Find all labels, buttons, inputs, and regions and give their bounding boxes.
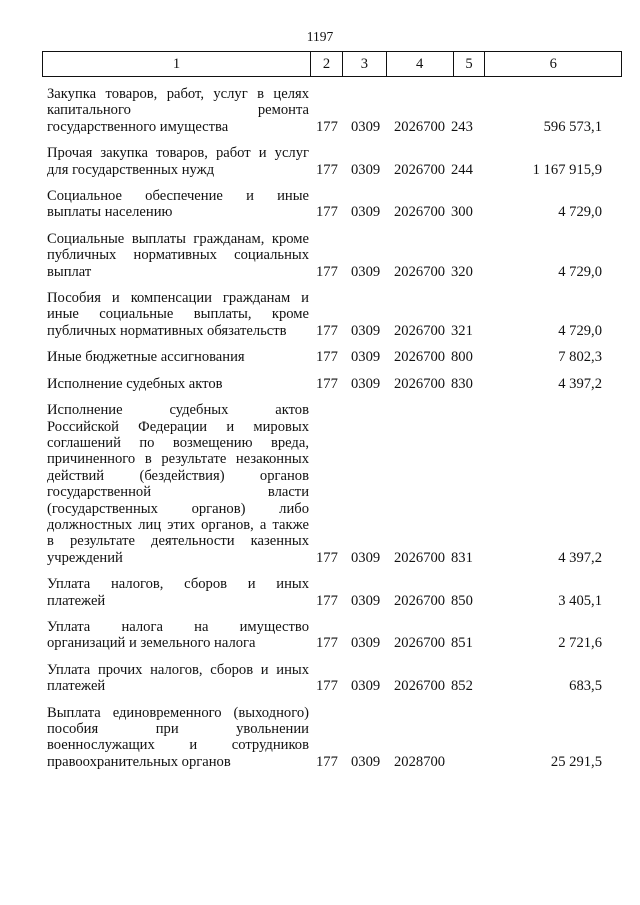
description-line: правоохранительных органов: [47, 753, 231, 770]
section-code: 0309: [351, 263, 381, 280]
amount: 683,5: [569, 678, 602, 695]
target-article-code: 2026700: [394, 263, 446, 280]
admin-code: 177: [316, 263, 338, 280]
target-article-code: 2026700: [394, 635, 446, 652]
header-col-2: 2: [311, 52, 343, 76]
amount: 4 729,0: [558, 204, 602, 221]
description-line: военнослужащих и сотрудников: [47, 737, 309, 754]
amount: 596 573,1: [543, 118, 602, 135]
table-row: [47, 188, 602, 221]
section-code: 0309: [351, 375, 381, 392]
header-col-6: 6: [549, 55, 557, 72]
table-row: [47, 349, 602, 365]
description-line: Выплата единовременного (выходного): [47, 704, 309, 721]
table-row: [47, 662, 602, 695]
description-line: Прочая закупка товаров, работ и услуг: [47, 145, 309, 162]
admin-code: 177: [316, 161, 338, 178]
description-line: Уплата прочих налогов, сборов и иных: [47, 661, 309, 678]
expense-type-code: 300: [451, 204, 473, 221]
target-article-code: 2026700: [394, 204, 446, 221]
table-body: [47, 86, 602, 780]
admin-code: 177: [316, 349, 338, 366]
row-codes: [47, 376, 602, 392]
description-line: Исполнение судебных актов: [47, 402, 309, 419]
description-line: выплаты населению: [47, 204, 173, 221]
page-number: 1197: [306, 29, 334, 44]
row-codes: [47, 204, 602, 220]
table-row: [47, 705, 602, 771]
amount: 3 405,1: [558, 592, 602, 609]
admin-code: 177: [316, 322, 338, 339]
row-codes: [47, 678, 602, 694]
table-row: [47, 576, 602, 609]
admin-code: 177: [316, 549, 338, 566]
section-code: 0309: [351, 678, 381, 695]
amount: 4 729,0: [558, 322, 602, 339]
row-codes: [47, 349, 602, 365]
section-code: 0309: [351, 349, 381, 366]
admin-code: 177: [316, 753, 338, 770]
description-line: пособия при увольнении: [47, 721, 309, 737]
description-line: Социальное обеспечение и иные: [47, 188, 309, 205]
table-row: [47, 86, 602, 135]
description-line: Социальные выплаты гражданам, кроме: [47, 230, 309, 247]
section-code: 0309: [351, 322, 381, 339]
description-line: государственного имущества: [47, 118, 229, 135]
admin-code: 177: [316, 204, 338, 221]
description-line: (государственных органов) либо: [47, 500, 309, 517]
description-line: в результате деятельности казенных: [47, 533, 309, 550]
admin-code: 177: [316, 678, 338, 695]
target-article-code: 2028700: [394, 753, 446, 770]
expense-type-code: 800: [451, 349, 473, 366]
amount: 2 721,6: [558, 635, 602, 652]
expense-type-code: 850: [451, 592, 473, 609]
target-article-code: 2026700: [394, 349, 446, 366]
description-line: Пособия и компенсации гражданам и: [47, 290, 309, 307]
table-row: [47, 231, 602, 280]
target-article-code: 2026700: [394, 375, 446, 392]
target-article-code: 2026700: [394, 592, 446, 609]
target-article-code: 2026700: [394, 161, 446, 178]
description-line: соглашений по возмещению вреда,: [47, 434, 309, 451]
amount: 1 167 915,9: [532, 161, 602, 178]
description-line: действий (бездействия) органов: [47, 467, 309, 484]
expense-type-code: 320: [451, 263, 473, 280]
description-line: публичных нормативных социальных: [47, 247, 309, 264]
admin-code: 177: [316, 118, 338, 135]
admin-code: 177: [316, 592, 338, 609]
section-code: 0309: [351, 118, 381, 135]
target-article-code: 2026700: [394, 118, 446, 135]
table-row: [47, 145, 602, 178]
expense-type-code: 852: [451, 678, 473, 695]
table-header: [42, 51, 622, 77]
amount: 25 291,5: [550, 753, 602, 770]
description-line: государственной власти: [47, 484, 309, 501]
section-code: 0309: [351, 753, 381, 770]
expense-type-code: 831: [451, 549, 473, 566]
row-codes: [47, 550, 602, 566]
description-line: организаций и земельного налога: [47, 635, 256, 652]
row-codes: [47, 264, 602, 280]
admin-code: 177: [316, 375, 338, 392]
amount: 4 397,2: [558, 549, 602, 566]
expense-type-code: 321: [451, 322, 473, 339]
description-line: должностных лиц этих органов, а также: [47, 516, 309, 533]
description-line: Российской Федерации и мировых: [47, 418, 309, 435]
row-codes: [47, 162, 602, 178]
row-codes: [47, 754, 602, 770]
target-article-code: 2026700: [394, 322, 446, 339]
row-codes: [47, 323, 602, 339]
row-codes: [47, 635, 602, 651]
target-article-code: 2026700: [394, 678, 446, 695]
table-row: [47, 376, 602, 392]
description-line: иные социальные выплаты, кроме: [47, 306, 309, 323]
row-description: [47, 402, 309, 566]
section-code: 0309: [351, 549, 381, 566]
description-line: причиненного в результате незаконных: [47, 451, 309, 468]
expense-type-code: 830: [451, 375, 473, 392]
table-row: [47, 402, 602, 566]
expense-type-code: 243: [451, 118, 473, 135]
description-line: выплат: [47, 263, 92, 280]
amount: 4 397,2: [558, 375, 602, 392]
description-line: для государственных нужд: [47, 161, 215, 178]
description-line: Уплата налогов, сборов и иных: [47, 576, 309, 593]
row-codes: [47, 593, 602, 609]
description-line: платежей: [47, 592, 106, 609]
description-line: Иные бюджетные ассигнования: [47, 349, 245, 366]
description-line: Исполнение судебных актов: [47, 375, 223, 392]
section-code: 0309: [351, 635, 381, 652]
description-line: Закупка товаров, работ, услуг в целях: [47, 86, 309, 102]
description-line: Уплата налога на имущество: [47, 618, 309, 635]
header-col-4: 4: [387, 52, 454, 76]
expense-type-code: 244: [451, 161, 473, 178]
row-codes: [47, 119, 602, 135]
table-row: [47, 619, 602, 652]
admin-code: 177: [316, 635, 338, 652]
header-col-5: 5: [454, 52, 486, 76]
description-line: публичных нормативных обязательств: [47, 322, 287, 339]
target-article-code: 2026700: [394, 549, 446, 566]
header-col-3: 3: [343, 52, 387, 76]
description-line: капитального ремонта: [47, 102, 309, 119]
amount: 4 729,0: [558, 263, 602, 280]
expense-type-code: 851: [451, 635, 473, 652]
amount: 7 802,3: [558, 349, 602, 366]
table-row: [47, 290, 602, 339]
header-col-1: 1: [43, 52, 311, 76]
section-code: 0309: [351, 204, 381, 221]
section-code: 0309: [351, 161, 381, 178]
description-line: учреждений: [47, 549, 123, 566]
description-line: платежей: [47, 678, 106, 695]
section-code: 0309: [351, 592, 381, 609]
